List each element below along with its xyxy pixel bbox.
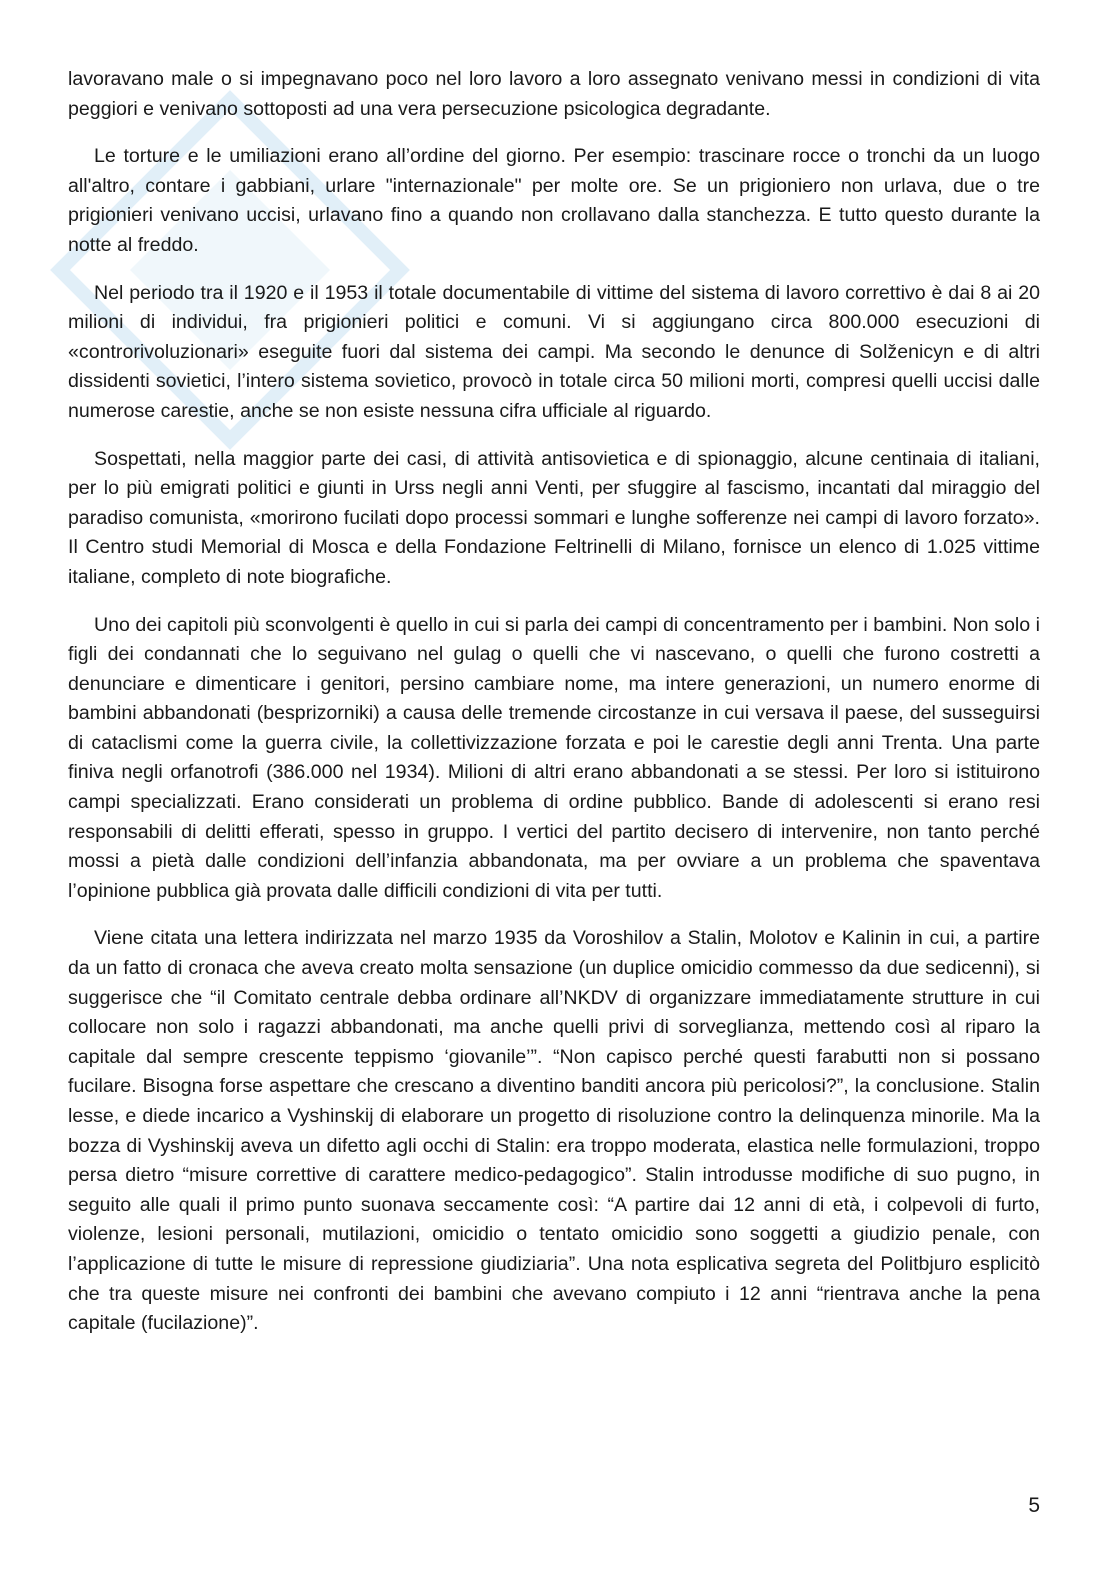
page-number: 5 <box>1028 1494 1040 1517</box>
paragraph-5: Uno dei capitoli più sconvolgenti è quello in cui si parla dei campi di concentramento per i bambini. Non solo i figli dei condannati che lo seguivano nel gulag o quelli che vi nascevano, o quelli che furono costretti a denunciare e dimenticare i genitori, persino cambiare nome, ma intere generazioni, un numero enorme di bambini abbandonati (besprizorniki) a causa delle tremende circostanze in cui versava il paese, del susseguirsi di cataclismi come la guerra civile, la collettivizzazione forzata e poi le carestie degli anni Trenta. Una parte finiva negli orfanotrofi (386.000 nel 1934). Milioni di altri erano abbandonati a se stessi. Per loro si istituirono campi specializzati. Erano considerati un problema di ordine pubblico. Bande di adolescenti si erano resi responsabili di delitti efferati, spesso in gruppo. I vertici del partito decisero di intervenire, non tanto perché mossi a pietà dalle condizioni dell’infanzia abbandonata, ma per ovviare a un problema che spaventava l’opinione pubblica già provata dalle difficili condizioni di vita per tutti. <box>68 613 1040 902</box>
paragraph-2: Le torture e le umiliazioni erano all’ordine del giorno. Per esempio: trascinare rocce o tronchi da un luogo all'altro, contare i gabbiani, urlare "internazionale" per molte ore. Se un prigioniero non urlava, due o tre prigionieri venivano uccisi, urlavano fino a quando non crollavano dalla stanchezza. E tutto questo durante la notte al freddo. <box>68 145 1040 256</box>
paragraph-4: Sospettati, nella maggior parte dei casi, di attività antisovietica e di spionaggio, alcune centinaia di italiani, per lo più emigrati politici e giunti in Urss negli anni Venti, per sfuggire al fascismo, incantati dal miraggio del paradiso comunista, «morirono fucilati dopo processi sommari e lunghe sofferenze nei campi di lavoro forzato». Il Centro studi Memorial di Mosca e della Fondazione Feltrinelli di Milano, fornisce un elenco di 1.025 vittime italiane, completo di note biografiche. <box>68 447 1040 588</box>
paragraph-1: lavoravano male o si impegnavano poco nel loro lavoro a loro assegnato venivano messi in condizioni di vita peggiori e venivano sottoposti ad una vera persecuzione psicologica degradante. <box>68 68 1040 120</box>
paragraph-6: Viene citata una lettera indirizzata nel marzo 1935 da Voroshilov a Stalin, Molotov e Kalinin in cui, a partire da un fatto di cronaca che aveva creato molta sensazione (un duplice omicidio commesso da due sedicenni), si suggerisce che “il Comitato centrale debba ordinare all’NKDV di organizzare immediatamente strutture in cui collocare non solo i ragazzi abbandonati, ma anche quelli privi di sorveglianza, mettendo così al riparo la capitale dal sempre crescente teppismo ‘giovanile’”. “Non capisco perché questi farabutti non si possano fucilare. Bisogna forse aspettare che crescano a diventino banditi ancora più pericolosi?”, la conclusione. Stalin lesse, e diede incarico a Vyshinskij di elaborare un progetto di risoluzione contro la delinquenza minorile. Ma la bozza di Vyshinskij aveva un difetto agli occhi di Stalin: era troppo moderata, elastica nelle formulazioni, troppo persa dietro “misure correttive di carattere medico-pedagogico”. Stalin introdusse modifiche di suo pugno, in seguito alle quali il primo punto suonava seccamente così: “A partire dai 12 anni di età, i colpevoli di furto, violenze, lesioni personali, mutilazioni, omicidio o tentato omicidio sono soggetti a giudizio penale, con l’applicazione di tutte le misure di repressione giudiziaria”. Una nota esplicativa segreta del Politbjuro esplicitò che tra queste misure nei confronti dei bambini che avevano compiuto i 12 anni “rientrava anche la pena capitale (fucilazione)”. <box>68 927 1040 1335</box>
paragraph-3: Nel periodo tra il 1920 e il 1953 il totale documentabile di vittime del sistema di lavoro correttivo è dai 8 ai 20 milioni di individui, fra prigionieri politici e comuni. Vi si aggiungano circa 800.000 esecuzioni di «controrivoluzionari» eseguite fuori dal sistema dei campi. Ma secondo le denunce di Solženicyn e di altri dissidenti sovietici, l’intero sistema sovietico, provocò in totale circa 50 milioni morti, compresi quelli uccisi dalle numerose carestie, anche se non esiste nessuna cifra ufficiale al riguardo. <box>68 281 1040 422</box>
document-body <box>68 65 1040 1357</box>
